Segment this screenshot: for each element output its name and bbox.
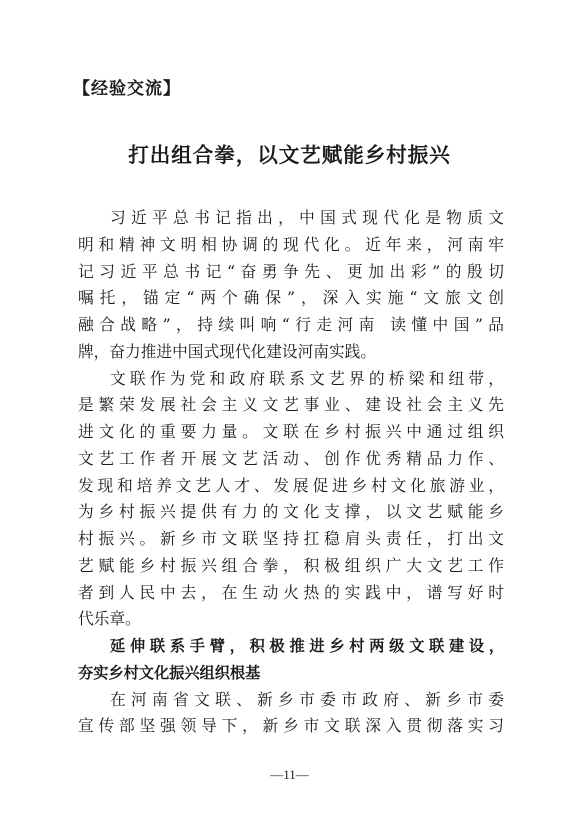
body-line: 宣传部坚强领导下，新乡市文联深入贯彻落实习	[78, 716, 504, 736]
body-line: 发现和培养文艺人才、发展促进乡村文化旅游业，	[78, 475, 504, 495]
section-tag: 【经验交流】	[73, 79, 181, 99]
body-line: 在河南省文联、新乡市委市政府、新乡市委	[110, 689, 504, 709]
body-line: 明和精神文明相协调的现代化。近年来，河南牢	[78, 234, 504, 254]
body-line: 嘱托，锚定“两个确保”，深入实施“文旅文创	[78, 288, 504, 308]
body-line: 牌，奋力推进中国式现代化建设河南实践。	[78, 341, 377, 361]
body-line: 村振兴。新乡市文联坚持扛稳肩头责任，打出文	[78, 529, 504, 548]
body-line: 艺赋能乡村振兴组合拳，积极组织广大文艺工作	[78, 555, 504, 575]
subheading-line: 延伸联系手臂，积极推进乡村两级文联建设，	[110, 637, 504, 655]
body-line: 文艺工作者开展文艺活动、创作优秀精品力作、	[78, 448, 504, 468]
body-line: 文联作为党和政府联系文艺界的桥梁和纽带，	[110, 368, 504, 388]
subheading-line: 夯实乡村文化振兴组织根基	[78, 663, 261, 682]
article-title: 打出组合拳，以文艺赋能乡村振兴	[128, 143, 451, 167]
body-line: 者到人民中去，在生动火热的实践中，谱写好时	[78, 582, 504, 602]
page-number: —11—	[270, 767, 309, 782]
body-line: 进文化的重要力量。文联在乡村振兴中通过组织	[78, 422, 504, 441]
body-line: 为乡村振兴提供有力的文化支撑，以文艺赋能乡	[78, 502, 504, 522]
article-body	[78, 205, 504, 740]
body-line: 记习近平总书记“奋勇争先、更加出彩”的殷切	[78, 261, 504, 281]
body-line: 融合战略”，持续叫响“行走河南 读懂中国”品	[78, 315, 504, 334]
body-line: 习近平总书记指出，中国式现代化是物质文	[110, 208, 504, 227]
body-line: 代乐章。	[78, 609, 141, 629]
body-line: 是繁荣发展社会主义文艺事业、建设社会主义先	[78, 395, 504, 415]
